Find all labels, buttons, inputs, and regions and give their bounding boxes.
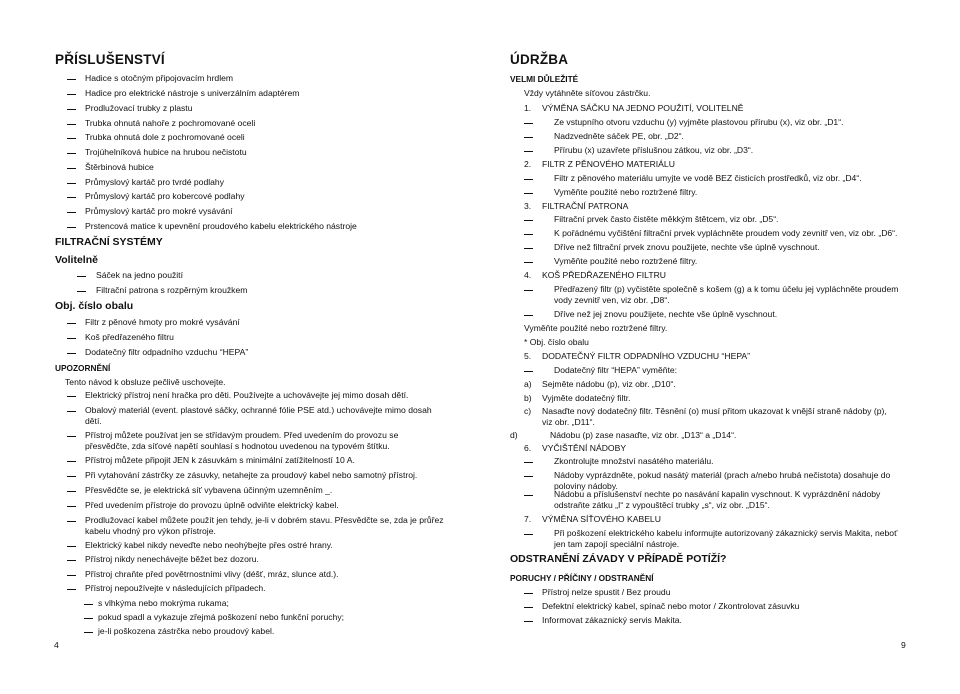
filter-systems-title: FILTRAČNÍ SYSTÉMY <box>55 236 163 248</box>
step-text: Sejměte nádobu (p), viz obr. „D10“. <box>542 379 676 389</box>
list-item: Zkontrolujte množství nasátého materiálu. <box>554 456 714 466</box>
trouble-item: Informovat zákaznický servis Makita. <box>542 615 682 625</box>
dash <box>524 220 533 221</box>
important-label: VELMI DŮLEŽITÉ <box>510 74 579 84</box>
list-item: Při poškození elektrického kabelu informujte autorizovaný zákaznický servis Makita, neboť <box>554 528 898 538</box>
list-item: Prodlužovací trubky z plastu <box>85 103 193 113</box>
warning-item: Před uvedením přístroje do provozu úplně odviňte elektrický kabel. <box>85 500 339 510</box>
step-letter: d) <box>510 430 518 440</box>
dash <box>84 604 93 605</box>
warning-item-cont: přesvědčte, zda síťové napětí souhlasí s hodnotou uvedenou na typovém štítku. <box>85 441 390 451</box>
warning-intro: Tento návod k obsluze pečlivě uschovejte. <box>65 377 226 387</box>
warning-item: Elektrický přístroj není hračka pro děti. Používejte a uchovávejte jej mimo dosah dětí. <box>85 390 409 400</box>
list-item: Průmyslový kartáč pro tvrdé podlahy <box>85 177 224 187</box>
list-item-cont: poloviny nádoby. <box>554 481 618 491</box>
warning-item: Přesvědčte se, je elektrická síť vybavena účinným uzemněním _. <box>85 485 333 495</box>
dash <box>67 353 76 354</box>
list-item: Nadzvedněte sáček PE, obr. „D2“. <box>554 131 684 141</box>
warning-item-cont: kabelu vhodný pro výkon přístroje. <box>85 526 216 536</box>
dash <box>524 179 533 180</box>
section-title: KOŠ PŘEDŘAZENÉHO FILTRU <box>542 270 666 280</box>
dash <box>524 248 533 249</box>
dash <box>67 575 76 576</box>
dash <box>524 534 533 535</box>
accessories-title: PŘÍSLUŠENSTVÍ <box>55 52 165 67</box>
section-number: 6. <box>524 443 532 453</box>
warning-item: Přístroj nepoužívejte v následujících případech. <box>85 583 266 593</box>
list-item: Trubka ohnutá nahoře z pochromované oceli <box>85 118 256 128</box>
list-item: Štěrbinová hubice <box>85 162 154 172</box>
list-item: Filtrační prvek často čistěte měkkým štětcem, viz obr. „D5“. <box>554 214 779 224</box>
dash <box>77 276 86 277</box>
warning-subitem: s vlhkýma nebo mokrýma rukama; <box>98 598 229 608</box>
list-item: Dříve než filtrační prvek znovu použijete, nechte vše úplně vyschnout. <box>554 242 820 252</box>
dash <box>67 461 76 462</box>
step-text-cont: viz obr. „D11“. <box>542 417 595 427</box>
page-number-left: 4 <box>54 640 59 650</box>
list-item: K pořádnému vyčištění filtrační prvek vypláchněte proudem vody zevnitř ven, viz obr. „D6“. <box>554 228 898 238</box>
dash <box>524 371 533 372</box>
section-title: VÝMĚNA SÍŤOVÉHO KABELU <box>542 514 661 524</box>
dash <box>67 94 76 95</box>
warning-subitem: pokud spadl a vykazuje zřejmá poškození nebo funkční poruchy; <box>98 612 345 622</box>
optional-title: Volitelně <box>55 254 98 266</box>
list-item: Filtrační patrona s rozpěrným kroužkem <box>96 285 248 295</box>
step-text: Vyjměte dodatečný filtr. <box>542 393 631 403</box>
section-number: 4. <box>524 270 532 280</box>
dash <box>524 621 533 622</box>
dash <box>524 462 533 463</box>
dash <box>67 197 76 198</box>
list-item: Průmyslový kartáč pro mokré vysávání <box>85 206 233 216</box>
unplug-note: Vždy vytáhněte síťovou zástrčku. <box>524 88 651 98</box>
dash <box>524 137 533 138</box>
list-item: Prstencová matice k upevnění proudového kabelu elektrického nástroje <box>85 221 357 231</box>
dash <box>524 193 533 194</box>
list-item-cont: jen tam zapojí speciální nástroje. <box>554 539 680 549</box>
dash <box>67 476 76 477</box>
list-item: Hadice s otočným připojovacím hrdlem <box>85 73 234 83</box>
dash <box>67 109 76 110</box>
dash <box>67 153 76 154</box>
warning-subitem: je-li poškozena zástrčka nebo proudový kabel. <box>98 626 275 636</box>
dash <box>67 323 76 324</box>
list-item: Nádoby vyprázdněte, pokud nasátý materiál (prach a/nebo hrubá nečistota) dosahuje do <box>554 470 891 480</box>
trouble-item: Defektní elektrický kabel, spínač nebo motor / Zkontrolovat zásuvku <box>542 601 800 611</box>
section-number: 2. <box>524 159 532 169</box>
dash <box>524 151 533 152</box>
list-item: Filtr z pěnové hmoty pro mokré vysávání <box>85 317 240 327</box>
warning-item: Obalový materiál (event. plastové sáčky, ochranné fólie PSE atd.) uchovávejte mimo dosah <box>85 405 432 415</box>
list-item: Přírubu (x) uzavřete příslušnou zátkou, viz obr. „D3“. <box>554 145 754 155</box>
dash <box>524 495 533 496</box>
step-letter: c) <box>524 406 532 416</box>
dash <box>524 476 533 477</box>
dash <box>67 124 76 125</box>
list-item: Průmyslový kartáč pro kobercové podlahy <box>85 191 245 201</box>
section-number: 3. <box>524 201 532 211</box>
warning-item: Při vytahování zástrčky ze zásuvky, netahejte za proudový kabel nebo samotný přístroj. <box>85 470 418 480</box>
dash <box>524 262 533 263</box>
list-item: Koš předřazeného filtru <box>85 332 174 342</box>
list-item: Nádobu a příslušenství nechte po nasávání kapalin vyschnout. K vyprázdnění nádoby <box>554 489 881 499</box>
warning-item: Elektrický kabel nikdy neveďte nebo neohýbejte přes ostré hrany. <box>85 540 333 550</box>
list-item: Dodatečný filtr “HEPA” vyměňte: <box>554 365 678 375</box>
list-item: Trubka ohnutá dole z pochromované oceli <box>85 132 245 142</box>
section-title: FILTR Z PĚNOVÉHO MATERIÁLU <box>542 159 675 169</box>
step-letter: a) <box>524 379 532 389</box>
dash <box>67 491 76 492</box>
dash <box>524 290 533 291</box>
dash <box>67 436 76 437</box>
step-text: Nádobu (p) zase nasaďte, viz obr. „D13“ a „D14“. <box>550 430 737 440</box>
dash <box>67 506 76 507</box>
trouble-item: Přístroj nelze spustit / Bez proudu <box>542 587 671 597</box>
dash <box>67 212 76 213</box>
list-item-cont: odstraňte zátku „I“ z vypouštěcí trubky „s“, viz obr. „D15“. <box>554 500 770 510</box>
list-item-cont: vody zevnitř ven, viz obr. „D8“. <box>554 295 670 305</box>
list-item: Vyměňte použité nebo roztržené filtry. <box>554 187 698 197</box>
list-item: Trojúhelníková hubice na hrubou nečistotu <box>85 147 247 157</box>
step-text: Nasaďte nový dodatečný filtr. Těsnění (o) musí přitom ukazovat k vnější straně nádoby (p), <box>542 406 887 416</box>
dash <box>67 560 76 561</box>
warning-item: Prodlužovací kabel můžete použít jen tehdy, je-li v dobrém stavu. Přesvědčte se, zda je průřez <box>85 515 444 525</box>
maintenance-title: ÚDRŽBA <box>510 52 569 67</box>
section-number: 1. <box>524 103 532 113</box>
order-number-title: Obj. číslo obalu <box>55 300 134 312</box>
dash <box>524 315 533 316</box>
warning-item: Přístroj nikdy nenechávejte běžet bez dozoru. <box>85 554 259 564</box>
dash <box>67 138 76 139</box>
warning-title: UPOZORNĚNÍ <box>55 363 111 373</box>
warning-item: Přístroj můžete používat jen se střídavým proudem. Před uvedením do provozu se <box>85 430 399 440</box>
dash <box>84 632 93 633</box>
dash <box>67 183 76 184</box>
list-item: Ze vstupního otvoru vzduchu (y) vyjměte plastovou přírubu (x), viz obr. „D1“. <box>554 117 844 127</box>
section-title: DODATEČNÝ FILTR ODPADNÍHO VZDUCHU “HEPA” <box>542 351 751 361</box>
dash <box>77 291 86 292</box>
list-item: Předřazený filtr (p) vyčistěte společně s košem (g) a k tomu účelu jej vypláchněte proudem <box>554 284 899 294</box>
dash <box>67 521 76 522</box>
dash <box>67 79 76 80</box>
warning-item: Přístroj můžete připojit JEN k zásuvkám s minimální zatížitelností 10 A. <box>85 455 355 465</box>
section-number: 5. <box>524 351 532 361</box>
dash <box>67 168 76 169</box>
dash <box>67 589 76 590</box>
dash <box>524 123 533 124</box>
section-number: 7. <box>524 514 532 524</box>
dash <box>524 607 533 608</box>
section-title: VÝMĚNA SÁČKU NA JEDNO POUŽITÍ, VOLITELNĚ <box>542 103 744 113</box>
list-item: Hadice pro elektrické nástroje s univerzálním adaptérem <box>85 88 300 98</box>
list-item: Filtr z pěnového materiálu umyjte ve vodě BEZ čisticích prostředků, viz obr. „D4“. <box>554 173 862 183</box>
step-letter: b) <box>524 393 532 403</box>
dash <box>524 593 533 594</box>
plain-line: * Obj. číslo obalu <box>524 337 589 347</box>
page-number-right: 9 <box>901 640 906 650</box>
section-title: VYČIŠTĚNÍ NÁDOBY <box>542 443 627 453</box>
list-item: Dodatečný filtr odpadního vzduchu “HEPA” <box>85 347 249 357</box>
troubleshooting-header: PORUCHY / PŘÍČINY / ODSTRANĚNÍ <box>510 573 654 583</box>
section-title: FILTRAČNÍ PATRONA <box>542 201 629 211</box>
troubleshooting-title: ODSTRANĚNÍ ZÁVADY V PŘÍPADĚ POTÍŽÍ? <box>510 553 727 565</box>
warning-item-cont: dětí. <box>85 416 102 426</box>
list-item: Dříve než jej znovu použijete, nechte vše úplně vyschnout. <box>554 309 778 319</box>
list-item: Sáček na jedno použití <box>96 270 183 280</box>
warning-item: Přístroj chraňte před povětrnostními vlivy (déšť, mráz, slunce atd.). <box>85 569 339 579</box>
dash <box>524 234 533 235</box>
dash <box>67 338 76 339</box>
dash <box>67 411 76 412</box>
plain-line: Vyměňte použité nebo roztržené filtry. <box>524 323 668 333</box>
list-item: Vyměňte použité nebo roztržené filtry. <box>554 256 698 266</box>
dash <box>67 546 76 547</box>
dash <box>84 618 93 619</box>
dash <box>67 227 76 228</box>
dash <box>67 396 76 397</box>
